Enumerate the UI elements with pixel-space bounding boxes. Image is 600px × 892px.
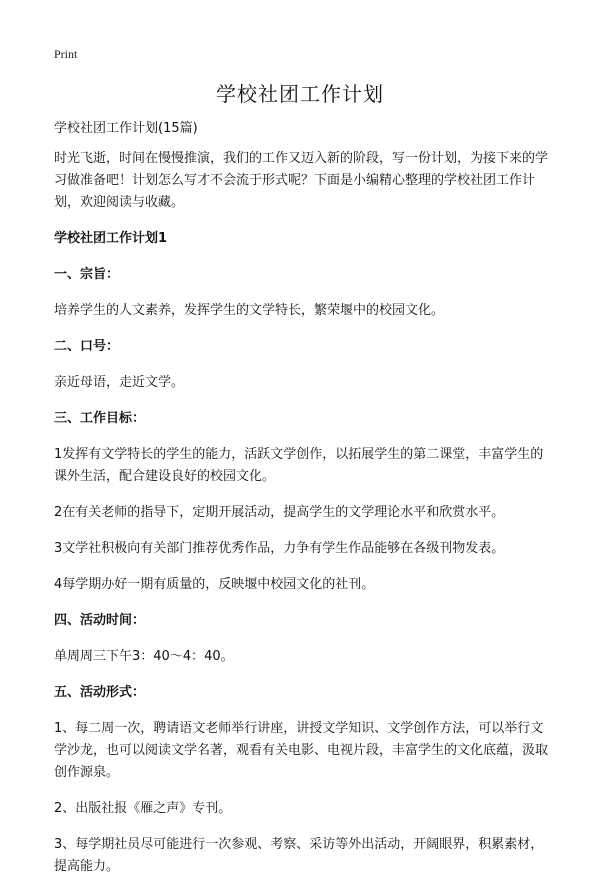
document-subtitle: 学校社团工作计划(15篇): [54, 121, 198, 136]
intro-paragraph: 时光飞逝，时间在慢慢推演，我们的工作又迈入新的阶段，写一份计划，为接下来的学习做准备吧！计划怎么写才不会流于形式呢？下面是小编精心整理的学校社团工作计划，欢迎阅读与收藏。: [54, 151, 549, 210]
document-title: 学校社团工作计划: [216, 82, 384, 106]
form-item: 1、每二周一次，聘请语文老师举行讲座，讲授文学知识、文学创作方法，可以举行文学沙龙，也可以阅读文学名著，观看有关电影、电视片段，丰富学生的文化底蕴，汲取创作源泉。: [54, 721, 549, 780]
goal-item: 4每学期办好一期有质量的，反映堰中校园文化的社刊。: [54, 577, 375, 592]
document-body: [54, 118, 550, 892]
purpose-heading: 一、宗旨：: [54, 267, 120, 282]
slogan-heading: 二、口号：: [54, 339, 120, 354]
section-title: 学校社团工作计划1: [54, 231, 168, 246]
time-heading: 四、活动时间：: [54, 613, 146, 628]
goals-heading: 三、工作目标：: [54, 411, 146, 426]
goal-item: 3文学社积极向有关部门推荐优秀作品，力争有学生作品能够在各级刊物发表。: [54, 541, 505, 556]
form-item: 3、每学期社员尽可能进行一次参观、考察、采访等外出活动，开阔眼界，积累素材，提高能力。: [54, 837, 544, 874]
print-label: Print: [54, 47, 78, 61]
slogan-text: 亲近母语，走近文学。: [54, 375, 185, 390]
goal-item: 1发挥有文学特长的学生的能力，活跃文学创作，以拓展学生的第二课堂，丰富学生的课外生活，配合建设良好的校园文化。: [54, 447, 544, 484]
time-text: 单周周三下午3：40～4：40。: [54, 649, 234, 664]
forms-heading: 五、活动形式：: [54, 685, 146, 700]
form-item: 2、出版社报《雁之声》专刊。: [54, 801, 232, 816]
goal-item: 2在有关老师的指导下，定期开展活动，提高学生的文学理论水平和欣赏水平。: [54, 505, 505, 520]
purpose-text: 培养学生的人文素养，发挥学生的文学特长，繁荣堰中的校园文化。: [54, 303, 445, 318]
